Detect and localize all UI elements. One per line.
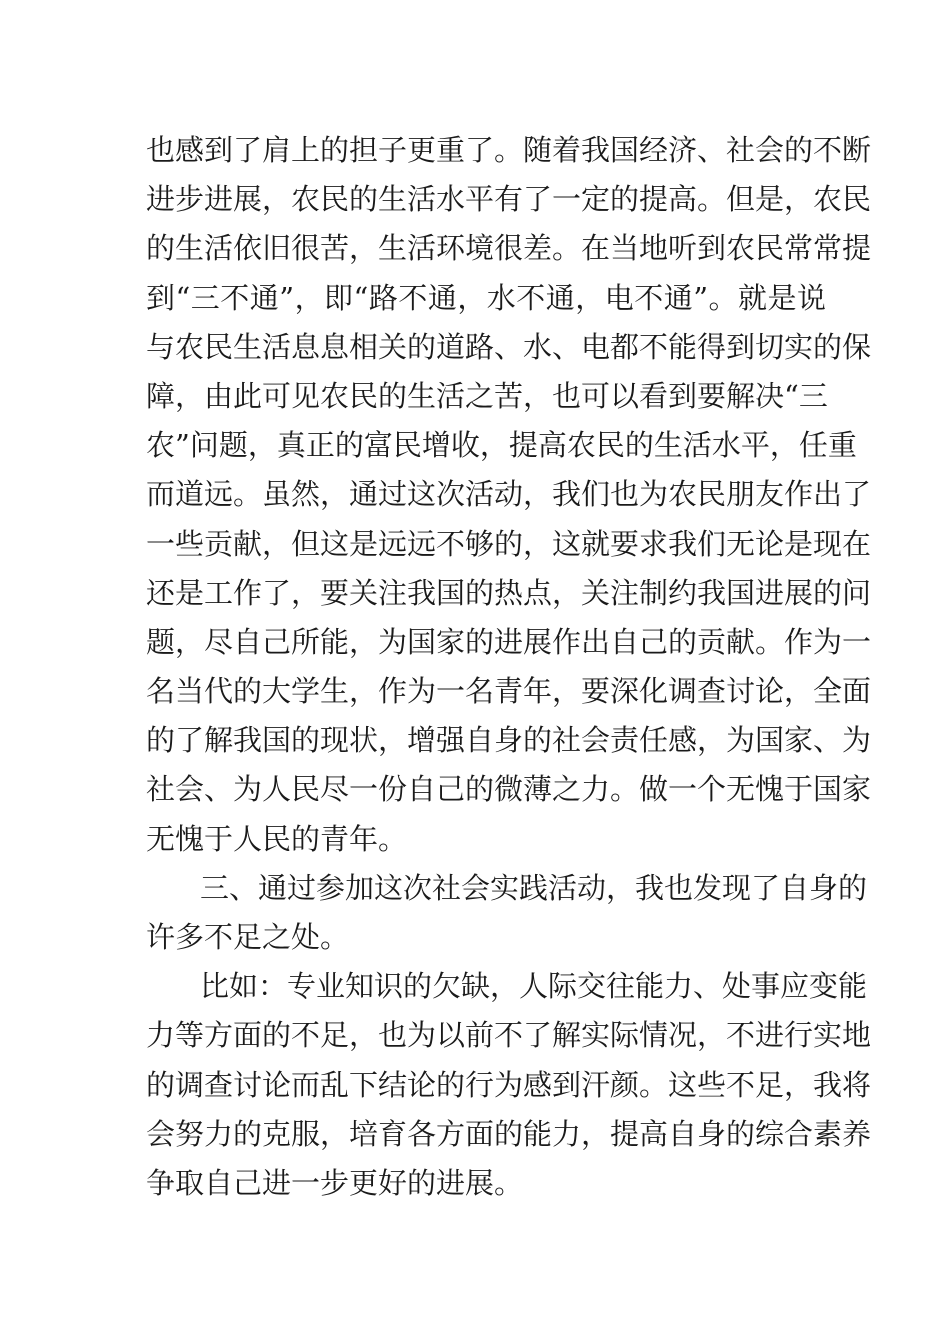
text-line: 会努力的克服，培育各方面的能力，提高自身的综合素养 <box>146 1116 872 1151</box>
text-line: 社会、为人民尽一份自己的微薄之力。做一个无愧于国家 <box>146 772 872 807</box>
text-line: 题，尽自己所能，为国家的进展作出自己的贡献。作为一 <box>146 624 872 659</box>
text-line: 障，由此可见农民的生活之苦，也可以看到要解决“三 <box>146 378 828 413</box>
text-line: 三、通过参加这次社会实践活动，我也发现了自身的 <box>200 870 868 905</box>
document-body <box>146 126 872 1208</box>
text-line: 许多不足之处。 <box>146 920 350 954</box>
text-line: 的调查讨论而乱下结论的行为感到汗颜。这些不足，我将 <box>146 1067 872 1102</box>
text-line: 也感到了肩上的担子更重了。随着我国经济、社会的不断 <box>146 133 872 167</box>
text-line: 比如：专业知识的欠缺，人际交往能力、处事应变能 <box>200 969 868 1004</box>
text-line: 一些贡献，但这是远远不够的，这就要求我们无论是现在 <box>146 526 872 561</box>
text-line: 力等方面的不足，也为以前不了解实际情况，不进行实地 <box>146 1018 872 1053</box>
text-line: 的生活依旧很苦，生活环境很差。在当地听到农民常常提 <box>146 231 872 266</box>
text-line: 与农民生活息息相关的道路、水、电都不能得到切实的保 <box>146 329 872 364</box>
text-line: 无愧于人民的青年。 <box>146 821 408 856</box>
text-line: 农”问题，真正的富民增收，提高农民的生活水平，任重 <box>146 428 857 463</box>
text-line: 而道远。虽然，通过这次活动，我们也为农民朋友作出了 <box>146 477 872 512</box>
text-line: 名当代的大学生，作为一名青年，要深化调查讨论，全面 <box>146 674 872 709</box>
text-line: 到“三不通”，即“路不通，水不通，电不通”。就是说 <box>146 280 826 315</box>
text-line: 争取自己进一步更好的进展。 <box>146 1165 524 1200</box>
text-line: 的了解我国的现状，增强自身的社会责任感，为国家、为 <box>146 723 872 758</box>
text-line: 还是工作了，要关注我国的热点，关注制约我国进展的问 <box>146 575 872 610</box>
text-line: 进步进展，农民的生活水平有了一定的提高。但是，农民 <box>146 182 872 217</box>
